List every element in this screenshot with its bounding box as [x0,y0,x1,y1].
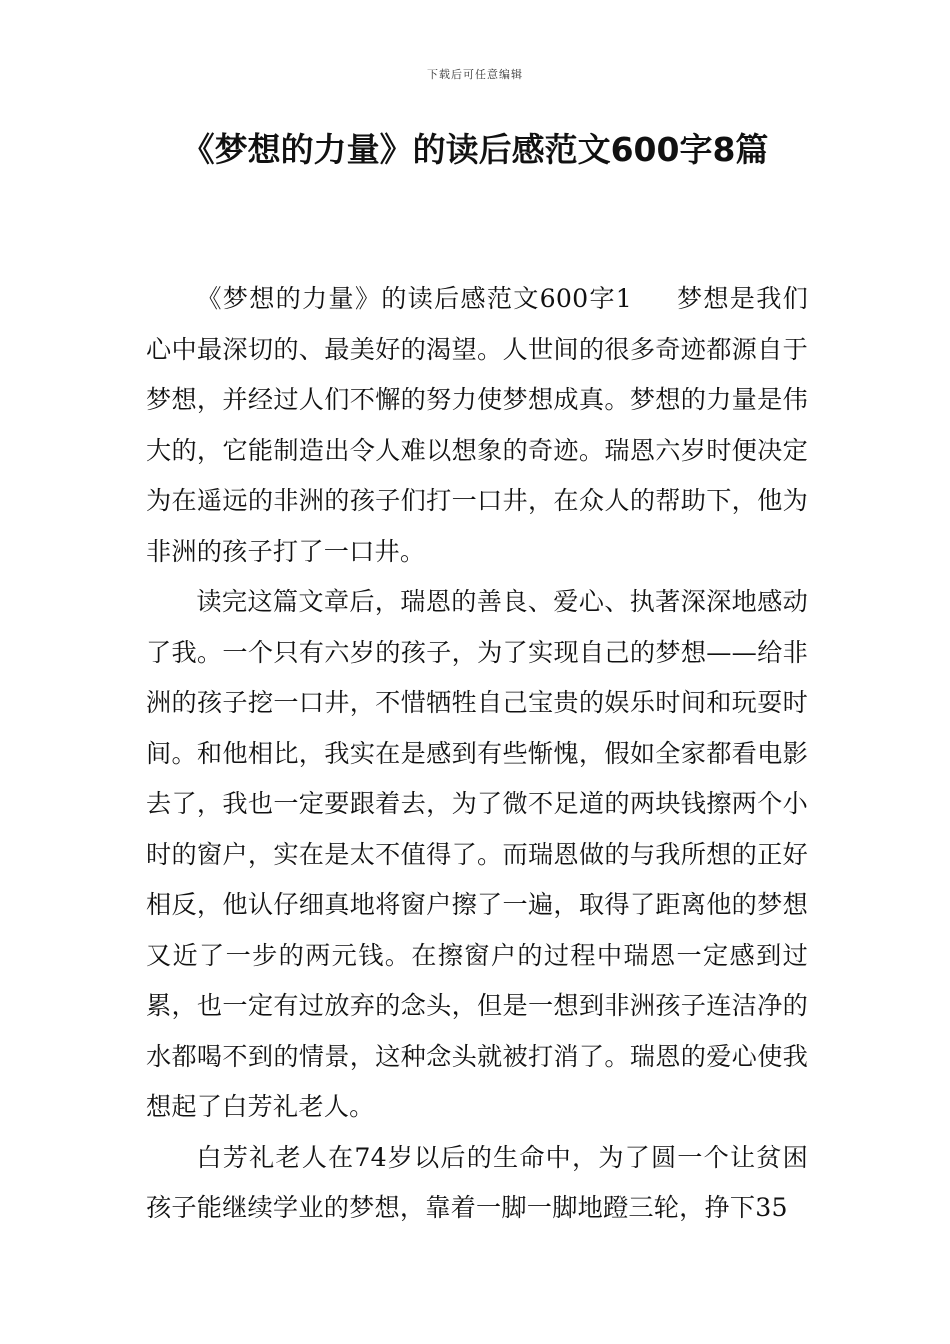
paragraph-1-text: 梦想是我们心中最深切的、最美好的渴望。人世间的很多奇迹都源自于梦想，并经过人们不懈的努力使梦想成真。梦想的力量是伟大的，它能制造出令人难以想象的奇迹。瑞恩六岁时便决定为在遥远的非洲的孩子们打一口井，在众人的帮助下，他为非洲的孩子打了一口井。 [146,284,809,566]
document-body [146,274,808,1234]
paragraph-3: 白芳礼老人在74岁以后的生命中，为了圆一个让贫困孩子能继续学业的梦想，靠着一脚一脚地蹬三轮，挣下35 [146,1142,808,1222]
header-note: 下载后可任意编辑 [427,68,523,81]
document-title: 《梦想的力量》的读后感范文600字8篇 [181,130,769,169]
paragraph-1-lead: 《梦想的力量》的读后感范文600字1 [196,284,632,313]
paragraph-2: 读完这篇文章后，瑞恩的善良、爱心、执著深深地感动了我。一个只有六岁的孩子，为了实现自己的梦想——给非洲的孩子挖一口井，不惜牺牲自己宝贵的娱乐时间和玩耍时间。和他相比，我实在是感到有些惭愧，假如全家都看电影去了，我也一定要跟着去，为了微不足道的两块钱擦两个小时的窗户，实在是太不值得了。而瑞恩做的与我所想的正好相反，他认仔细真地将窗户擦了一遍，取得了距离他的梦想又近了一步的两元钱。在擦窗户的过程中瑞恩一定感到过累，也一定有过放弃的念头，但是一想到非洲孩子连洁净的水都喝不到的情景，这种念头就被打消了。瑞恩的爱心使我想起了白芳礼老人。 [146,587,808,1121]
paragraph-1 [146,274,808,577]
